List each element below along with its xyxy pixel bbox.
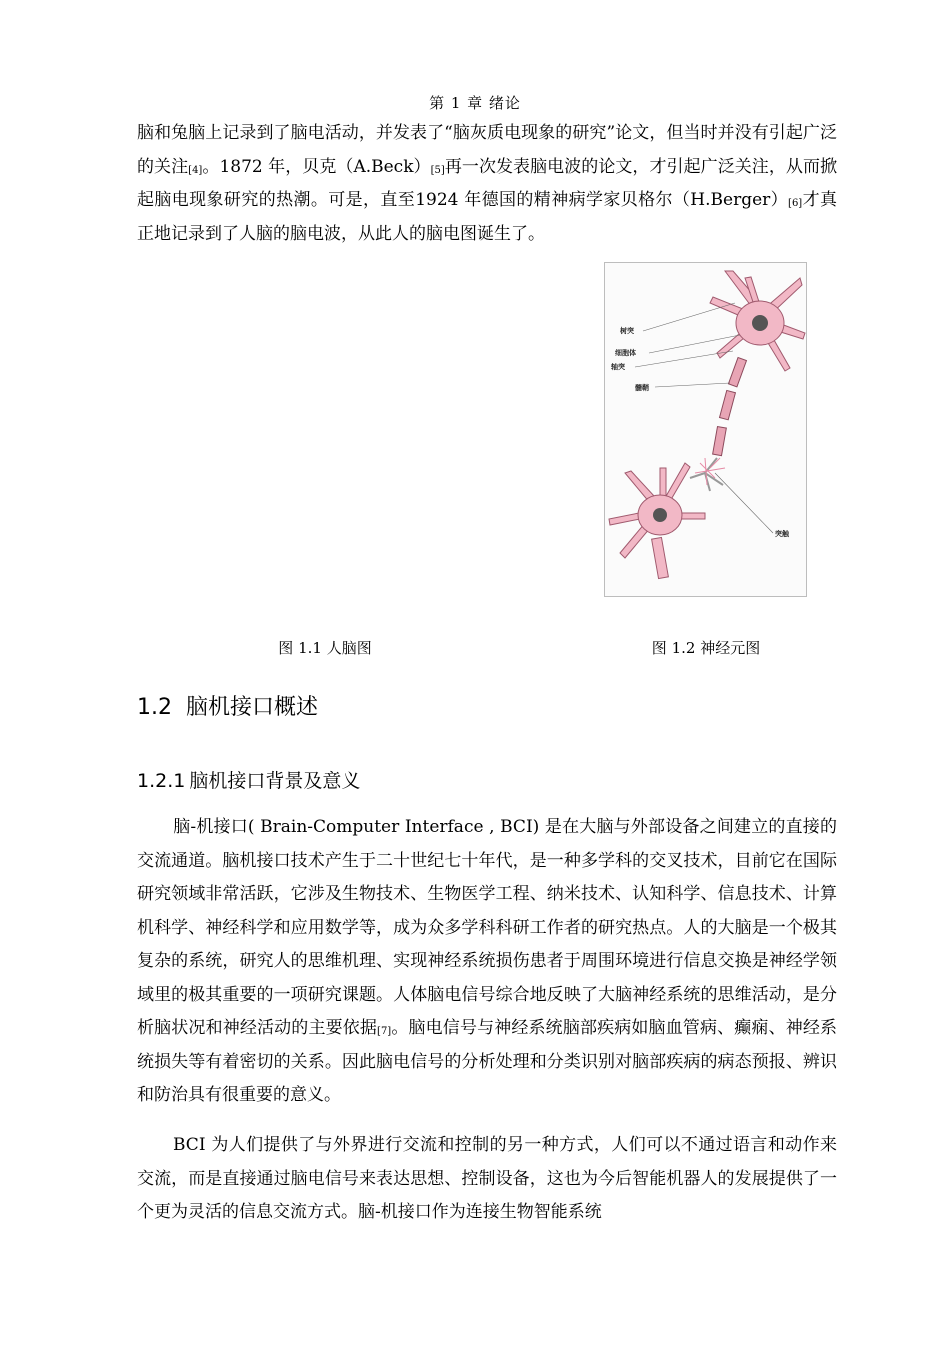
citation-4: [4] (188, 164, 203, 176)
figure-human-brain-blank (137, 262, 517, 602)
para1-text-a: 脑和兔脑上记录到了脑电活动，并发表了“脑灰质电现象的研究”论文，但当时并没有引起广泛的关注 (137, 123, 837, 177)
label-axon: 轴突 (611, 363, 625, 371)
neuron-nucleus-top (752, 315, 768, 331)
subsection-number: 1.2.1 (137, 770, 186, 792)
section-title: 脑机接口概述 (186, 695, 319, 720)
citation-5: [5] (430, 164, 445, 176)
label-cell-body: 细胞体 (615, 349, 636, 357)
citation-7: [7] (377, 1026, 392, 1037)
section-heading (137, 690, 318, 721)
paragraph-bci-communication (137, 1129, 837, 1230)
citation-6: [6] (788, 198, 803, 209)
para1-text-d: 才真正地记录到了人脑的脑电波，从此人的脑电图诞生了。 (137, 190, 837, 244)
para1-text-b: 。1872 年，贝克（A.Beck） (202, 156, 431, 177)
figure-neuron (604, 262, 807, 597)
neuron-nucleus-bottom (653, 508, 667, 522)
para1-text-c: 再一次发表脑电波的论文，才引起广泛关注，从而掀起脑电现象研究的热潮。可是，直至1924 年德国的精神病学家贝格尔（H.Berger） (137, 156, 838, 210)
subsection-title: 脑机接口背景及意义 (189, 770, 361, 792)
paragraph-bci-intro (137, 811, 837, 1113)
label-synapse: 突触 (775, 530, 789, 538)
neuron-illustration (605, 263, 806, 596)
running-header: 第 1 章 绪论 (429, 94, 521, 112)
para3-text: BCI 为人们提供了与外界进行交流和控制的另一种方式，人们可以不通过语言和动作来交流，而是直接通过脑电信号来表达思想、控制设备，这也为今后智能机器人的发展提供了一个更为灵活的信息交流方式。脑-机接口作为连接生物智能系统 (137, 1135, 837, 1222)
subsection-heading (137, 766, 360, 793)
section-number: 1.2 (137, 695, 172, 720)
para2-text-b: 。脑电信号与神经系统脑部疾病如脑血管病、癫痫、神经系统损失等有着密切的关系。因此脑电信号的分析处理和分类识别对脑部疾病的病态预报、辨识和防治具有很重要的意义。 (137, 1018, 838, 1105)
figure-1-1-caption: 图 1.1 人脑图 (278, 639, 372, 657)
label-myelin: 髓鞘 (635, 384, 649, 392)
label-dendrite: 树突 (620, 327, 634, 335)
paragraph-eeg-history (137, 117, 837, 251)
figure-1-2-caption: 图 1.2 神经元图 (651, 639, 761, 657)
para2-text-a: 脑-机接口( Brain-Computer Interface , BCI) 是在大脑与外部设备之间建立的直接的交流通道。脑机接口技术产生于二十世纪七十年代，是一种多学科的交叉技术，目前它在国际研究领域非常活跃，它涉及生物技术、生物医学工程、纳米技术、认知科学、信息技术、计算机科学、神经科学和应用数学等，成为众多学科科研工作者的研究热点。人的大脑是一个极其复杂的系统，研究人的思维机理、实现神经系统损伤患者于周围环境进行信息交换是神经学领域里的极其重要的一项研究课题。人体脑电信号综合地反映了大脑神经系统的思维活动，是分析脑状况和神经活动的主要依据 (137, 817, 837, 1038)
